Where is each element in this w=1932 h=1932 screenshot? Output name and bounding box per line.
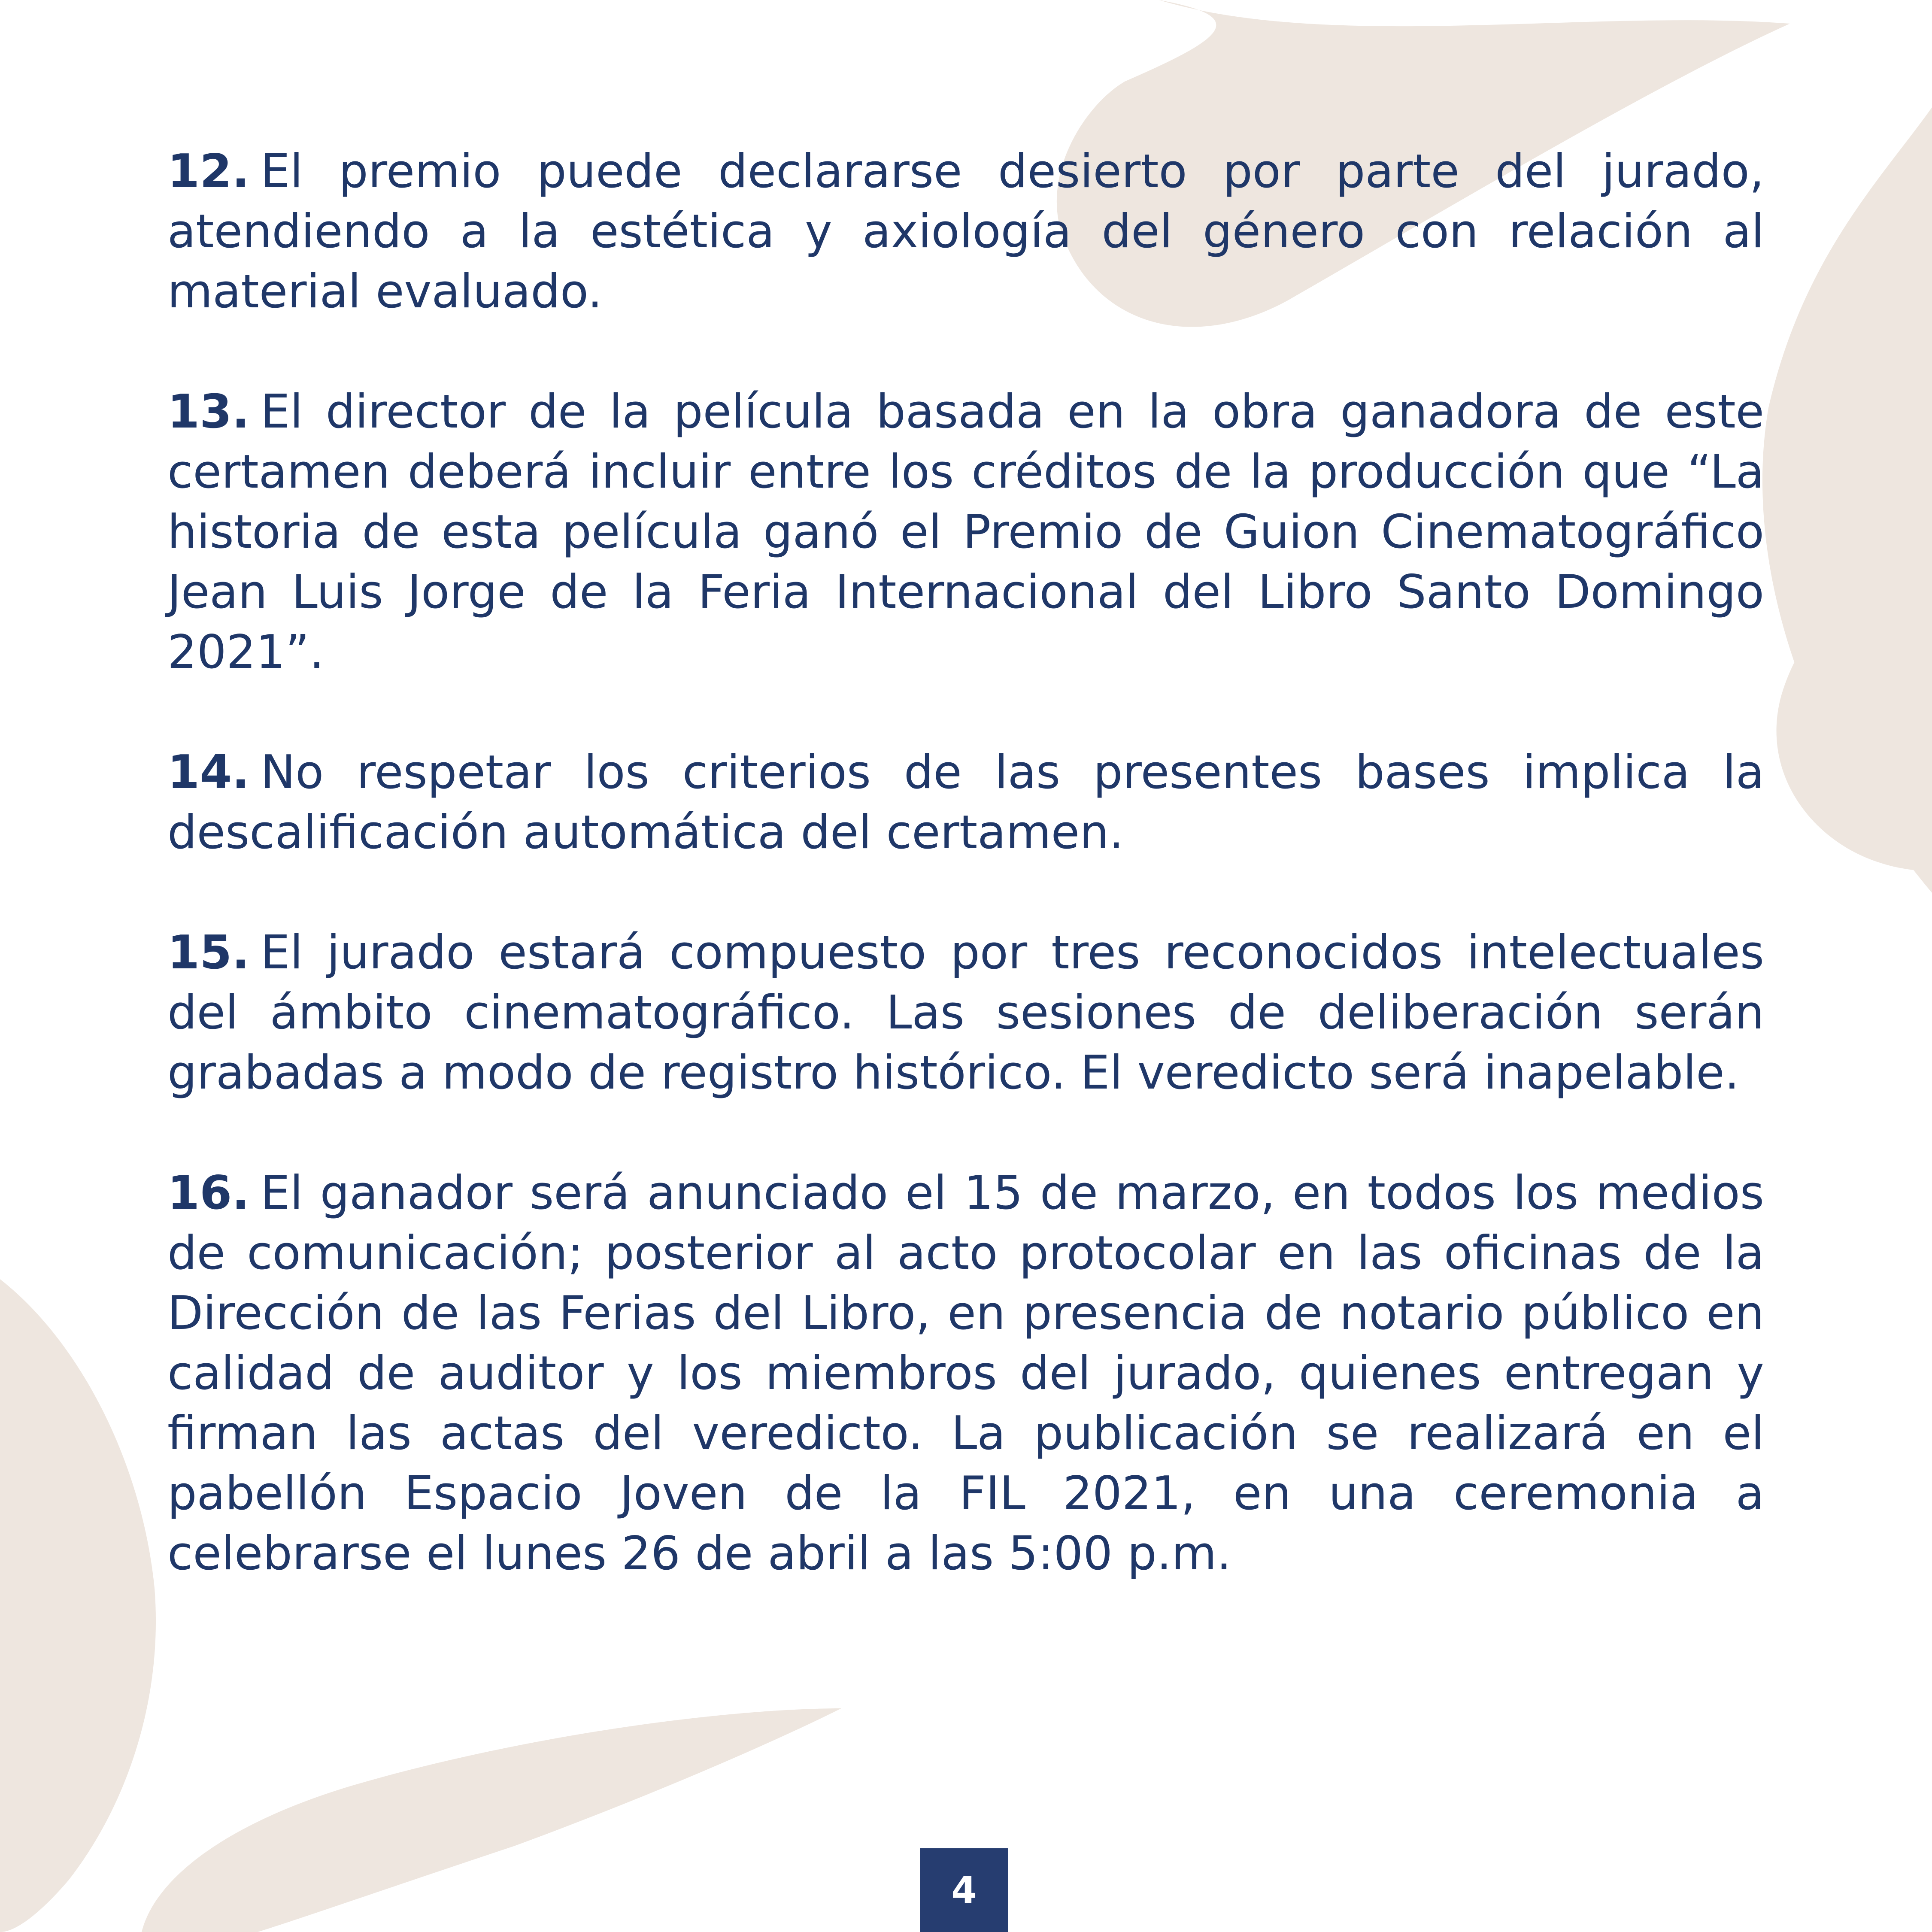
clause-number: 15. [167, 926, 250, 980]
decor-leaf-bottom [142, 1708, 841, 1932]
clause-text: El ganador será anunciado el 15 de marzo, en todos los medios de comunicación; posterior al acto protocolar en las oficinas de la Dirección de las Ferias del Libro, en presencia de notario público en calidad de auditor y los miembros del jurado, quienes entregan y firman las actas del veredicto. La publicación se realizará en el pabellón Espacio Joven de la FIL 2021, en una ceremonia a celebrarse el lunes 26 de abril a las 5:00 p.m. [167, 1166, 1764, 1580]
clause-text: El premio puede declararse desierto por parte del jurado, atendiendo a la estética y axiología del género con relación al material evaluado. [167, 145, 1764, 318]
clause-number: 12. [167, 145, 250, 198]
clause-text: El director de la película basada en la obra ganadora de este certamen deberá incluir entre los créditos de la producción que “La historia de esta película ganó el Premio de Guion Cinematográfico Jean Luis Jorge de la Feria Internacional del Libro Santo Domingo 2021”. [167, 385, 1764, 679]
clauses-list [167, 142, 1764, 1644]
clause-13 [167, 382, 1764, 682]
page-number: 4 [920, 1848, 1008, 1932]
clause-number: 13. [167, 385, 250, 439]
clause-12 [167, 142, 1764, 322]
clause-15 [167, 923, 1764, 1103]
clause-16 [167, 1163, 1764, 1584]
clause-text: El jurado estará compuesto por tres reconocidos intelectuales del ámbito cinematográfico. Las sesiones de deliberación serán grabadas a modo de registro histórico. El veredicto será inapelable. [167, 926, 1764, 1100]
clause-number: 16. [167, 1166, 250, 1220]
clause-14 [167, 743, 1764, 863]
decor-leaf-bottom-left [0, 1279, 156, 1932]
clause-text: No respetar los criterios de las presentes bases implica la descalificación automática del certamen. [167, 746, 1764, 859]
clause-number: 14. [167, 746, 250, 799]
